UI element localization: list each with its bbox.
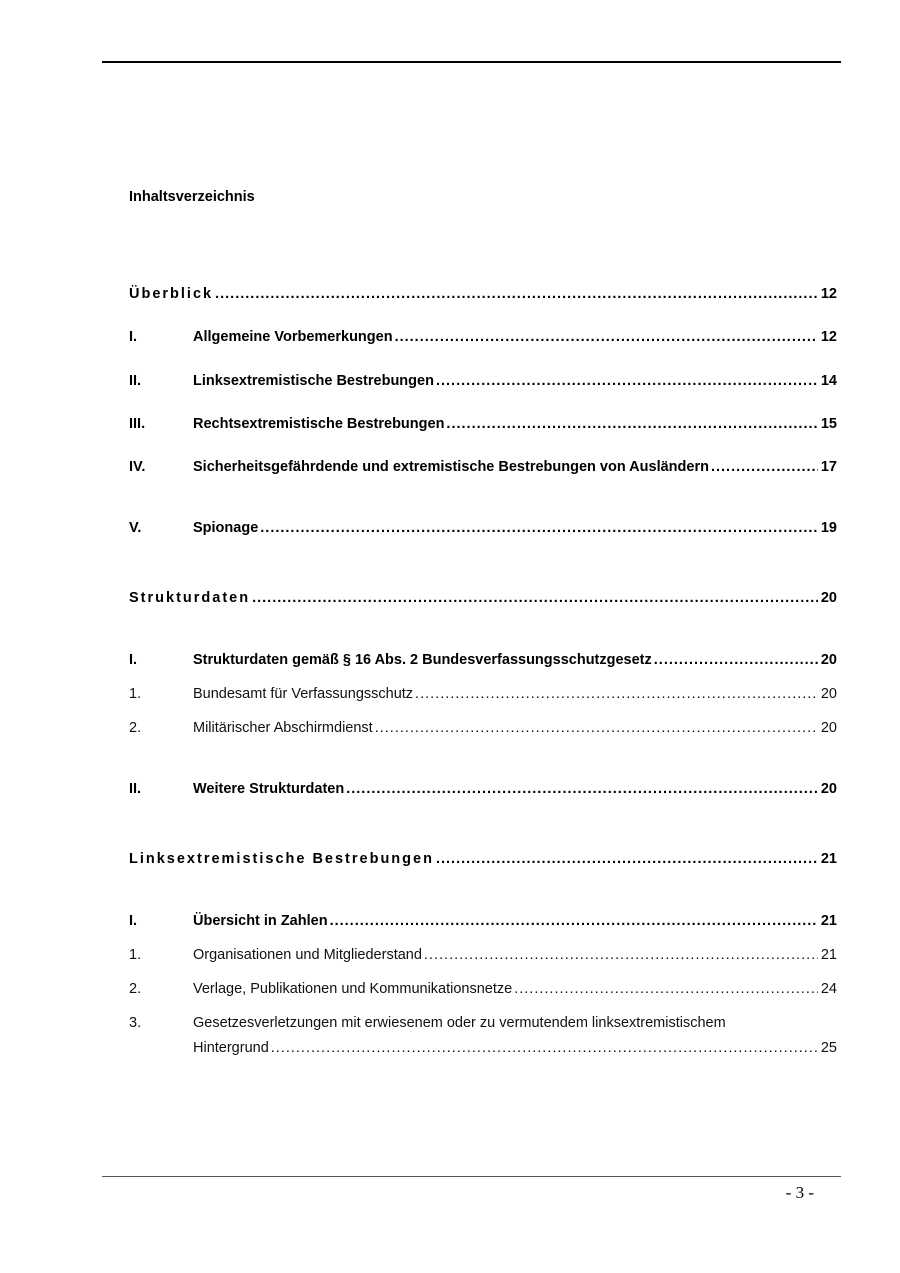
leader-dots	[514, 980, 818, 998]
toc-entry[interactable]	[129, 980, 837, 998]
toc-entry[interactable]	[129, 946, 837, 964]
leader-dots	[446, 415, 817, 433]
toc-entry-number: V.	[129, 520, 142, 536]
toc-entry-text: Überblick	[129, 286, 214, 302]
toc-entry-text: Verlage, Publikationen und Kommunikationsnetze	[193, 981, 513, 997]
toc-entry-page: 21	[820, 913, 837, 929]
toc-entry-page: 20	[820, 652, 837, 668]
toc-entry[interactable]	[129, 651, 837, 669]
toc-entry-text-continued: Hintergrund	[193, 1040, 269, 1056]
toc-entry[interactable]	[129, 458, 837, 476]
toc-entry-page: 19	[820, 520, 837, 536]
toc-entry-number: I.	[129, 913, 138, 929]
toc-entry[interactable]	[129, 519, 837, 537]
toc-entry-page: 17	[820, 459, 837, 475]
toc-entry-page: 20	[820, 590, 837, 606]
toc-entry[interactable]	[129, 328, 837, 346]
toc-entry-page: 20	[820, 686, 837, 702]
toc-entry-number: 1.	[129, 947, 142, 963]
toc-entry-number: II.	[129, 781, 142, 797]
toc-entry[interactable]	[129, 780, 837, 798]
leader-dots	[271, 1039, 818, 1057]
toc-entry-text: Allgemeine Vorbemerkungen	[193, 329, 393, 345]
toc-entry-number: III.	[129, 416, 146, 432]
toc-entry[interactable]	[129, 719, 837, 737]
toc-entry[interactable]	[129, 372, 837, 390]
toc-entry-page: 21	[820, 947, 837, 963]
leader-dots	[415, 685, 818, 703]
toc-entry[interactable]	[129, 415, 837, 433]
page-number: - 3 -	[785, 1183, 814, 1202]
toc-entry-text: Sicherheitsgefährdende und extremistische Bestrebungen von Ausländern	[193, 459, 709, 475]
toc-entry-number: IV.	[129, 459, 146, 475]
toc-entry-text: Organisationen und Mitgliederstand	[193, 947, 422, 963]
toc-entry-section[interactable]	[129, 285, 837, 303]
toc-entry-number: I.	[129, 652, 138, 668]
header-rule	[102, 61, 841, 63]
toc-entry-text: Strukturdaten gemäß § 16 Abs. 2 Bundesverfassungsschutzgesetz	[193, 652, 652, 668]
leader-dots	[436, 850, 818, 868]
toc-entry-number: 1.	[129, 686, 142, 702]
toc-entry-page: 15	[820, 416, 837, 432]
toc-entry-text: Gesetzesverletzungen mit erwiesenem oder zu vermutendem linksextremistischem	[193, 1015, 726, 1031]
toc-entry-number: I.	[129, 329, 138, 345]
toc-title: Inhaltsverzeichnis	[129, 189, 255, 205]
toc-entry-text: Bundesamt für Verfassungsschutz	[193, 686, 414, 702]
toc-entry-page: 20	[820, 720, 837, 736]
toc-entry-page: 25	[820, 1040, 837, 1056]
toc-entry-text: Strukturdaten	[129, 590, 251, 606]
leader-dots	[375, 719, 818, 737]
toc-entry-text: Linksextremistische Bestrebungen	[193, 373, 434, 389]
toc-entry-number: 3.	[129, 1015, 142, 1031]
toc-entry-number: 2.	[129, 720, 142, 736]
footer-rule	[102, 1176, 841, 1177]
leader-dots	[395, 328, 818, 346]
leader-dots	[215, 285, 818, 303]
toc-entry-page: 12	[820, 286, 837, 302]
toc-entry-text: Übersicht in Zahlen	[193, 913, 328, 929]
toc-entry-text: Spionage	[193, 520, 259, 536]
toc-entry-number: 2.	[129, 981, 142, 997]
leader-dots	[654, 651, 818, 669]
toc-entry[interactable]	[129, 1014, 837, 1057]
toc-entry-section[interactable]	[129, 850, 837, 868]
leader-dots	[330, 912, 818, 930]
leader-dots	[260, 519, 818, 537]
toc-entry-page: 21	[820, 851, 837, 867]
toc-entry-text: Weitere Strukturdaten	[193, 781, 345, 797]
toc-entry-text: Rechtsextremistische Bestrebungen	[193, 416, 445, 432]
toc-entry-page: 20	[820, 781, 837, 797]
leader-dots	[424, 946, 818, 964]
toc-entry-number: II.	[129, 373, 142, 389]
toc-entry-page: 24	[820, 981, 837, 997]
leader-dots	[346, 780, 818, 798]
leader-dots	[436, 372, 818, 390]
toc-entry[interactable]	[129, 912, 837, 930]
toc-entry-text: Militärischer Abschirmdienst	[193, 720, 373, 736]
toc-entry-text: Linksextremistische Bestrebungen	[129, 851, 434, 867]
toc-entry-page: 14	[820, 373, 837, 389]
toc-entry-page: 12	[820, 329, 837, 345]
leader-dots	[252, 589, 818, 607]
toc-entry-section[interactable]	[129, 589, 837, 607]
toc-entry[interactable]	[129, 685, 837, 703]
leader-dots	[711, 458, 818, 476]
